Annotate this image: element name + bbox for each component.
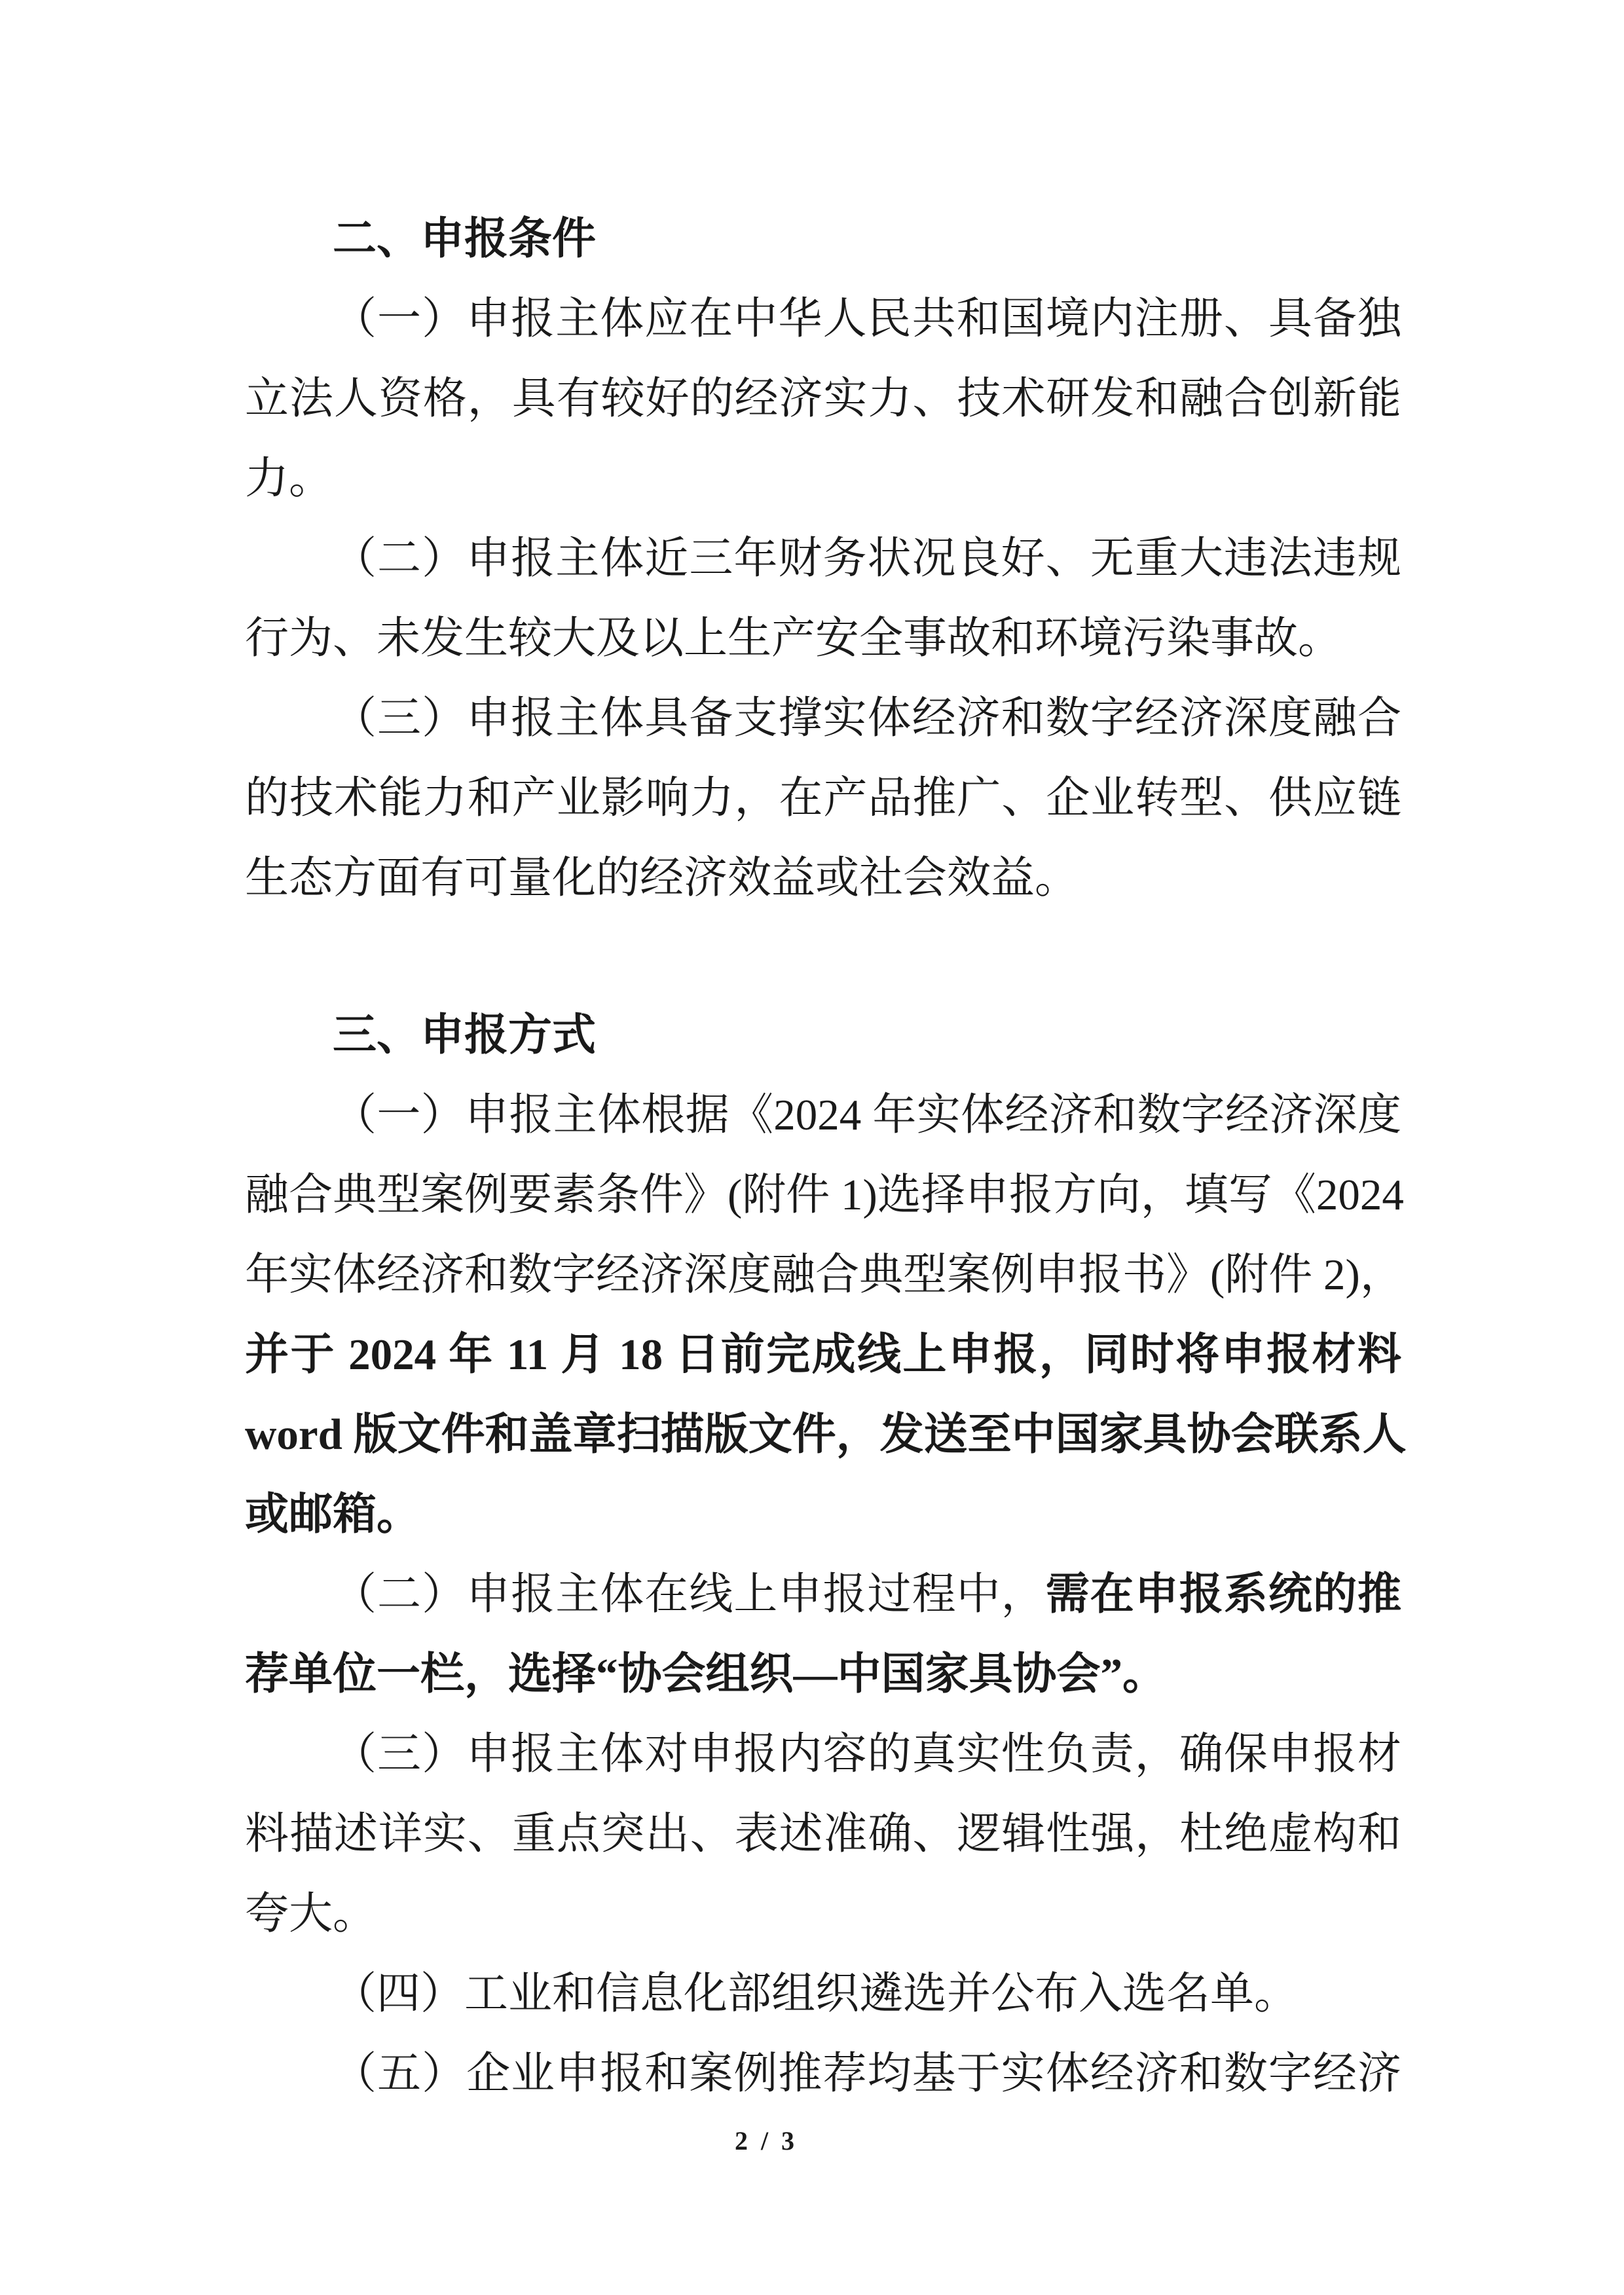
section-2-para-1-line-2: 立法人资格，具有较好的经济实力、技术研发和融合创新能 bbox=[245, 375, 1401, 423]
page-footer bbox=[0, 2125, 1532, 2156]
section-2-para-2-line-1: （二）申报主体近三年财务状况良好、无重大违法违规 bbox=[333, 534, 1401, 583]
section-2-para-1-line-3: 力。 bbox=[245, 454, 333, 503]
section-3-heading: 三、申报方式 bbox=[333, 1010, 596, 1059]
section-3-para-5-line-1: （五）企业申报和案例推荐均基于实体经济和数字经济 bbox=[333, 2049, 1401, 2098]
section-3-para-2-line-1-bold-run: 需在申报系统的推 bbox=[1045, 1570, 1402, 1619]
section-2-para-1-line-1: （一）申报主体应在中华人民共和国境内注册、具备独 bbox=[333, 295, 1401, 343]
section-3-para-3-line-1: （三）申报主体对申报内容的真实性负责，确保申报材 bbox=[333, 1730, 1401, 1778]
section-3-para-1-line-6: 或邮箱。 bbox=[245, 1490, 420, 1539]
section-3-para-1-line-1: （一）申报主体根据《2024 年实体经济和数字经济深度 bbox=[333, 1091, 1401, 1139]
section-3-para-1-line-3: 年实体经济和数字经济深度融合典型案例申报书》(附件 2)， bbox=[245, 1251, 1404, 1299]
page-number: 2 / 3 bbox=[734, 2126, 798, 2156]
section-2-para-3-line-3: 生态方面有可量化的经济效益或社会效益。 bbox=[245, 854, 1079, 902]
section-3-para-3-line-3: 夸大。 bbox=[245, 1890, 377, 1938]
section-2-heading: 二、申报条件 bbox=[333, 214, 596, 263]
section-3-para-4-line-1: （四）工业和信息化部组织遴选并公布入选名单。 bbox=[333, 1970, 1298, 2018]
section-3-para-2-line-1-regular-run: （二）申报主体在线上申报过程中， bbox=[333, 1570, 1046, 1619]
section-2-para-3-line-1: （三）申报主体具备支撑实体经济和数字经济深度融合 bbox=[333, 694, 1401, 743]
section-2-para-3-line-2: 的技术能力和产业影响力，在产品推广、企业转型、供应链 bbox=[245, 774, 1401, 822]
section-2-para-2-line-2: 行为、未发生较大及以上生产安全事故和环境污染事故。 bbox=[245, 614, 1342, 663]
section-3-para-1-line-2: 融合典型案例要素条件》(附件 1)选择申报方向，填写《2024 bbox=[245, 1171, 1404, 1219]
section-3-para-2-line-1 bbox=[245, 1554, 1401, 1634]
document-body bbox=[245, 199, 1407, 2114]
section-3-para-1-line-5: word 版文件和盖章扫描版文件，发送至中国家具协会联系人 bbox=[245, 1410, 1407, 1459]
section-3-para-2-line-2: 荐单位一栏，选择“协会组织—中国家具协会”。 bbox=[245, 1650, 1166, 1698]
section-3-para-1-line-4: 并于 2024 年 11 月 18 日前完成线上申报，同时将申报材料 bbox=[245, 1331, 1401, 1379]
section-3-para-3-line-2: 料描述详实、重点突出、表述准确、逻辑性强，杜绝虚构和 bbox=[245, 1810, 1401, 1858]
